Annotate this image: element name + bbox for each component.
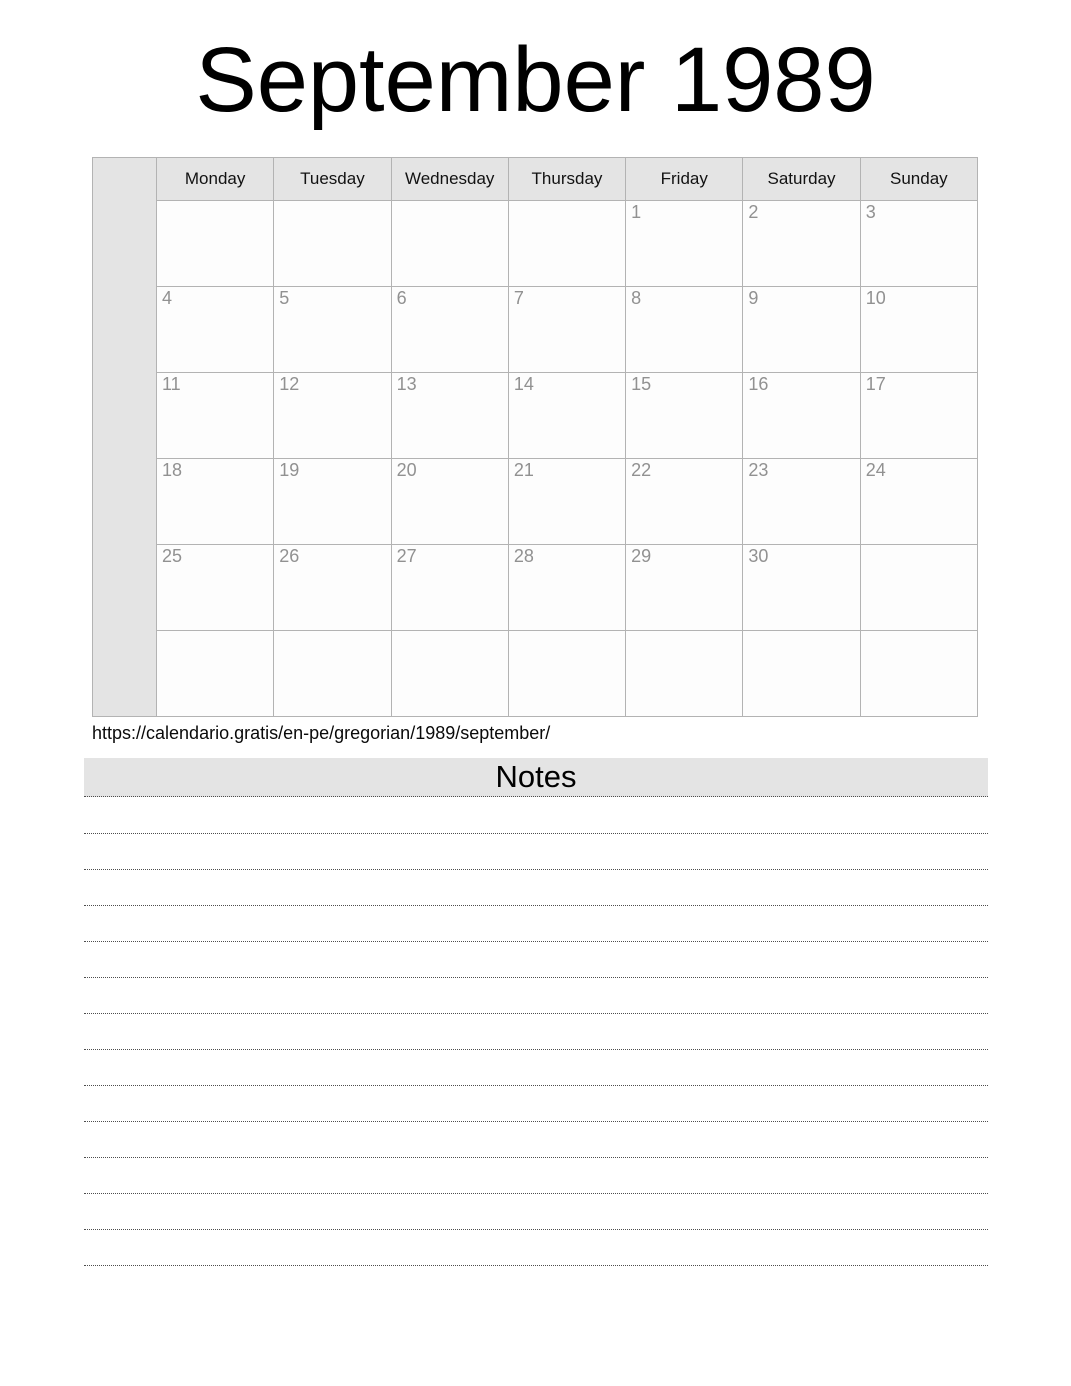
calendar-week-row-2 [93,286,978,372]
day-header-saturday: Saturday [743,157,860,200]
week-number-column [93,157,157,716]
calendar-day-cell [508,544,625,630]
day-number: 26 [279,545,300,566]
calendar-day-cell [391,544,508,630]
day-header-tuesday: Tuesday [274,157,391,200]
calendar-day-cell [157,286,274,372]
page-title: September 1989 [195,29,876,131]
calendar-day-cell [274,630,391,716]
calendar-day-cell [626,200,743,286]
calendar-day-cell [157,200,274,286]
day-number: 25 [162,545,183,566]
notes-line [84,1158,988,1194]
calendar-day-cell [391,200,508,286]
calendar-day-cell [743,458,860,544]
notes-title: Notes [495,758,577,794]
calendar-day-cell [743,372,860,458]
day-header-thursday: Thursday [508,157,625,200]
notes-line [84,906,988,942]
day-number: 7 [513,287,524,308]
notes-line [84,1230,988,1266]
calendar-day-cell [274,544,391,630]
notes-line [84,834,988,870]
calendar-day-cell [508,372,625,458]
day-header-sunday: Sunday [860,157,977,200]
notes-line [84,1086,988,1122]
day-header-monday: Monday [157,157,274,200]
day-number: 21 [513,459,534,480]
day-number: 12 [279,373,300,394]
day-number: 4 [162,287,173,308]
calendar-day-cell [391,630,508,716]
notes-line [84,1050,988,1086]
calendar-table [92,157,978,717]
notes-line [84,942,988,978]
calendar-day-cell [157,372,274,458]
day-number: 18 [162,459,183,480]
day-number: 15 [631,373,652,394]
day-header-wednesday: Wednesday [391,157,508,200]
calendar-day-cell [743,630,860,716]
calendar-day-cell [743,544,860,630]
calendar-day-cell [508,458,625,544]
day-number: 1 [631,201,642,222]
day-number: 20 [396,459,417,480]
day-number: 16 [748,373,769,394]
calendar-day-cell [391,372,508,458]
notes-line [84,870,988,906]
calendar-week-row-4 [93,458,978,544]
calendar-day-cell [860,544,977,630]
day-number: 13 [396,373,417,394]
calendar-day-cell [860,458,977,544]
day-number: 17 [865,373,886,394]
calendar-week-row-5 [93,544,978,630]
notes-header [84,758,988,797]
notes-line [84,797,988,834]
calendar-day-cell [860,372,977,458]
notes-lines [84,797,988,1266]
day-number: 27 [396,545,417,566]
calendar-day-cell [626,372,743,458]
day-header-friday: Friday [626,157,743,200]
notes-line [84,978,988,1014]
calendar-day-cell [274,458,391,544]
calendar-day-cell [860,630,977,716]
calendar-day-cell [860,286,977,372]
day-number: 2 [748,201,759,222]
calendar-day-cell [626,286,743,372]
calendar-day-cell [274,286,391,372]
calendar-day-cell [157,458,274,544]
calendar-day-cell [274,200,391,286]
calendar-day-cell [743,200,860,286]
day-number: 14 [513,373,534,394]
day-number: 11 [162,373,181,394]
calendar-day-cell [626,630,743,716]
calendar-day-cell [626,544,743,630]
day-number: 23 [748,459,769,480]
calendar-week-row-6 [93,630,978,716]
calendar-day-cell [508,630,625,716]
calendar-day-cell [274,372,391,458]
calendar-week-row-3 [93,372,978,458]
notes-section [84,758,988,1266]
day-number: 6 [396,287,407,308]
calendar-day-cell [743,286,860,372]
calendar-day-cell [860,200,977,286]
calendar-day-cell [508,286,625,372]
calendar-day-cell [508,200,625,286]
notes-line [84,1194,988,1230]
source-url: https://calendario.gratis/en-pe/gregorian/1989/september/ [92,722,551,743]
day-number: 9 [748,287,759,308]
day-number: 5 [279,287,290,308]
calendar-header-row [93,157,978,200]
calendar-day-cell [157,630,274,716]
day-number: 30 [748,545,769,566]
day-number: 28 [513,545,534,566]
notes-line [84,1014,988,1050]
calendar-day-cell [626,458,743,544]
day-number: 8 [631,287,642,308]
calendar-day-cell [391,458,508,544]
calendar-day-cell [391,286,508,372]
calendar-week-row-1 [93,200,978,286]
day-number: 29 [631,545,652,566]
day-number: 10 [865,287,886,308]
day-number: 22 [631,459,652,480]
day-number: 3 [865,201,876,222]
day-number: 24 [865,459,886,480]
notes-line [84,1122,988,1158]
day-number: 19 [279,459,300,480]
calendar-day-cell [157,544,274,630]
